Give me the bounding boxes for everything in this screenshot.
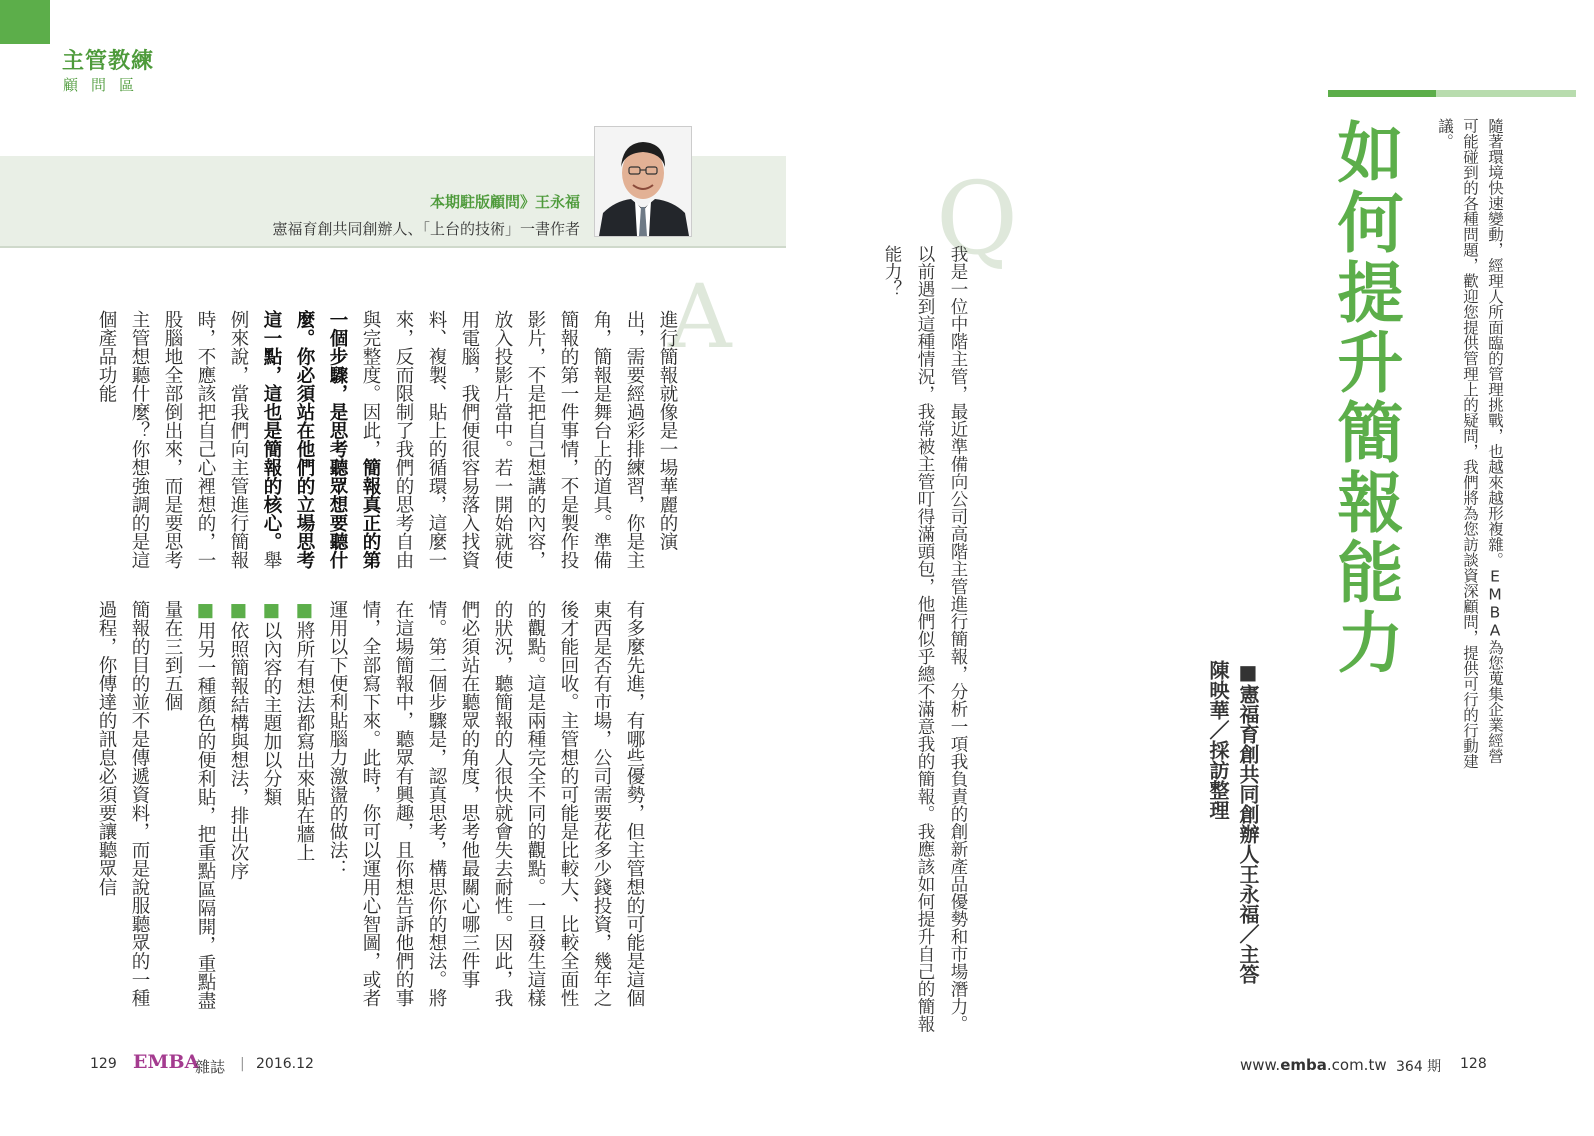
corner-accent bbox=[0, 0, 50, 44]
answer-intro: 進行簡報就像是一場華麗的演出，需要經過彩排練習，你是主角，簡報是舞台上的道具。準備簡報的第一件事情，不是製作投影片，不是把自己想講的內容，放入投影片當中。若一開始就使用電腦，我們便很容易落入找資料、複製、貼上的循環，這麼一來，反而限制了我們的思考自由與完整度。因此， bbox=[360, 310, 678, 569]
answer-key-point: 簡報真正的第一個步驟，是思考聽眾想要聽什麼。你必須站在他們的立場思考這一點，這也是簡報的核心。 bbox=[261, 310, 381, 569]
bullet-square-icon: ■ bbox=[261, 600, 282, 621]
answer-column-bottom bbox=[90, 600, 651, 1025]
footer-separator: | bbox=[240, 1056, 245, 1072]
magazine-logo: EMBA bbox=[133, 1051, 200, 1073]
section-subtitle: 顧問區 bbox=[63, 76, 148, 94]
title-accent-bar-light bbox=[1436, 90, 1576, 97]
title-accent-bar bbox=[1328, 90, 1436, 97]
answer-body: 有多麼先進，有哪些優勢，但主管想的可能是這個東西是否有市場，公司需要花多少錢投資，幾年之後才能回收。主管想的可能是比較大、比較全面性的觀點。這是兩種完全不同的觀點。一旦發生這樣的狀況，聽簡報的人很快就會失去耐性。因此，我們必須站在聽眾的角度，思考他最關心哪三件事情。第二個步驟是，認真思考，構思你的想法。將在這場簡報中，聽眾有興趣，且你想告訴他們的事情，全部寫下來。此時，你可以運用心智圖，或者運用以下便利貼腦力激盪的做法： bbox=[327, 600, 645, 1007]
magazine-name: 雜誌 bbox=[195, 1058, 226, 1076]
bullet-item: ■以內容的主題加以分類 bbox=[261, 600, 282, 806]
bullet-item: ■依照簡報結構與想法，排出次序 bbox=[228, 600, 249, 880]
answer-mark-glyph: A bbox=[668, 265, 732, 368]
answer-column-top bbox=[90, 310, 684, 574]
consultant-role: 憲福育創共同創辦人、「上台的技術」一書作者 bbox=[272, 220, 580, 238]
answer-intro-tail: 舉例來說，當我們向主管進行簡報時，不應該把自己心裡想的，一股腦地全部倒出來，而是要思考主管想聽什麼？你想強調的是這個產品功能 bbox=[96, 310, 282, 569]
right-page-number: 128 bbox=[1460, 1056, 1487, 1072]
consultant-photo bbox=[594, 126, 692, 237]
issue-number: 364 期 bbox=[1396, 1059, 1442, 1075]
website-url: www.emba.com.tw bbox=[1240, 1056, 1387, 1074]
issue-date: 2016.12 bbox=[256, 1056, 314, 1072]
bullet-square-icon: ■ bbox=[195, 600, 216, 621]
portrait-illustration bbox=[595, 127, 691, 236]
left-page-number: 129 bbox=[90, 1056, 117, 1072]
bullet-square-icon: ■ bbox=[228, 600, 249, 621]
answer-closing: 簡報的目的並不是傳遞資料，而是說服聽眾的一種過程，你傳達的訊息必須要讓聽眾信 bbox=[96, 600, 150, 1007]
bullet-square-icon: ■ bbox=[294, 600, 315, 621]
bullet-item: ■將所有想法都寫出來貼在牆上 bbox=[294, 600, 315, 862]
bullet-item: ■用另一種顏色的便利貼，把重點區隔開，重點盡量在三到五個 bbox=[162, 600, 216, 1010]
section-title: 主管教練 bbox=[62, 49, 155, 74]
byline-editor: 陳映華／採訪整理 bbox=[1206, 660, 1230, 820]
question-text: 我是一位中階主管，最近準備向公司高階主管進行簡報，分析一項我負責的創新產品優勢和市場潛力。以前遇到這種情況，我常被主管叮得滿頭包，他們似乎總不滿意我的簡報。我應該如何提升自己的簡報能力？ bbox=[882, 245, 968, 1033]
article-byline bbox=[1203, 660, 1263, 1040]
byline-author: ■憲福育創共同創辦人王永福／主答 bbox=[1236, 660, 1260, 984]
consultant-label: 本期駐版顧問》王永福 bbox=[429, 193, 580, 211]
article-intro: 隨著環境快速變動，經理人所面臨的管理挑戰，也越來越形複雜。EMBA為您蒐集企業經營可能碰到的各種問題，歡迎您提供管理上的疑問，我們將為您訪談資深顧問，提供可行的行動建議。 bbox=[1436, 118, 1504, 769]
consultant-band-divider bbox=[0, 246, 786, 248]
question-mark-glyph: Q bbox=[936, 160, 1018, 277]
article-title: 如何提升簡報能力 bbox=[1326, 118, 1403, 678]
